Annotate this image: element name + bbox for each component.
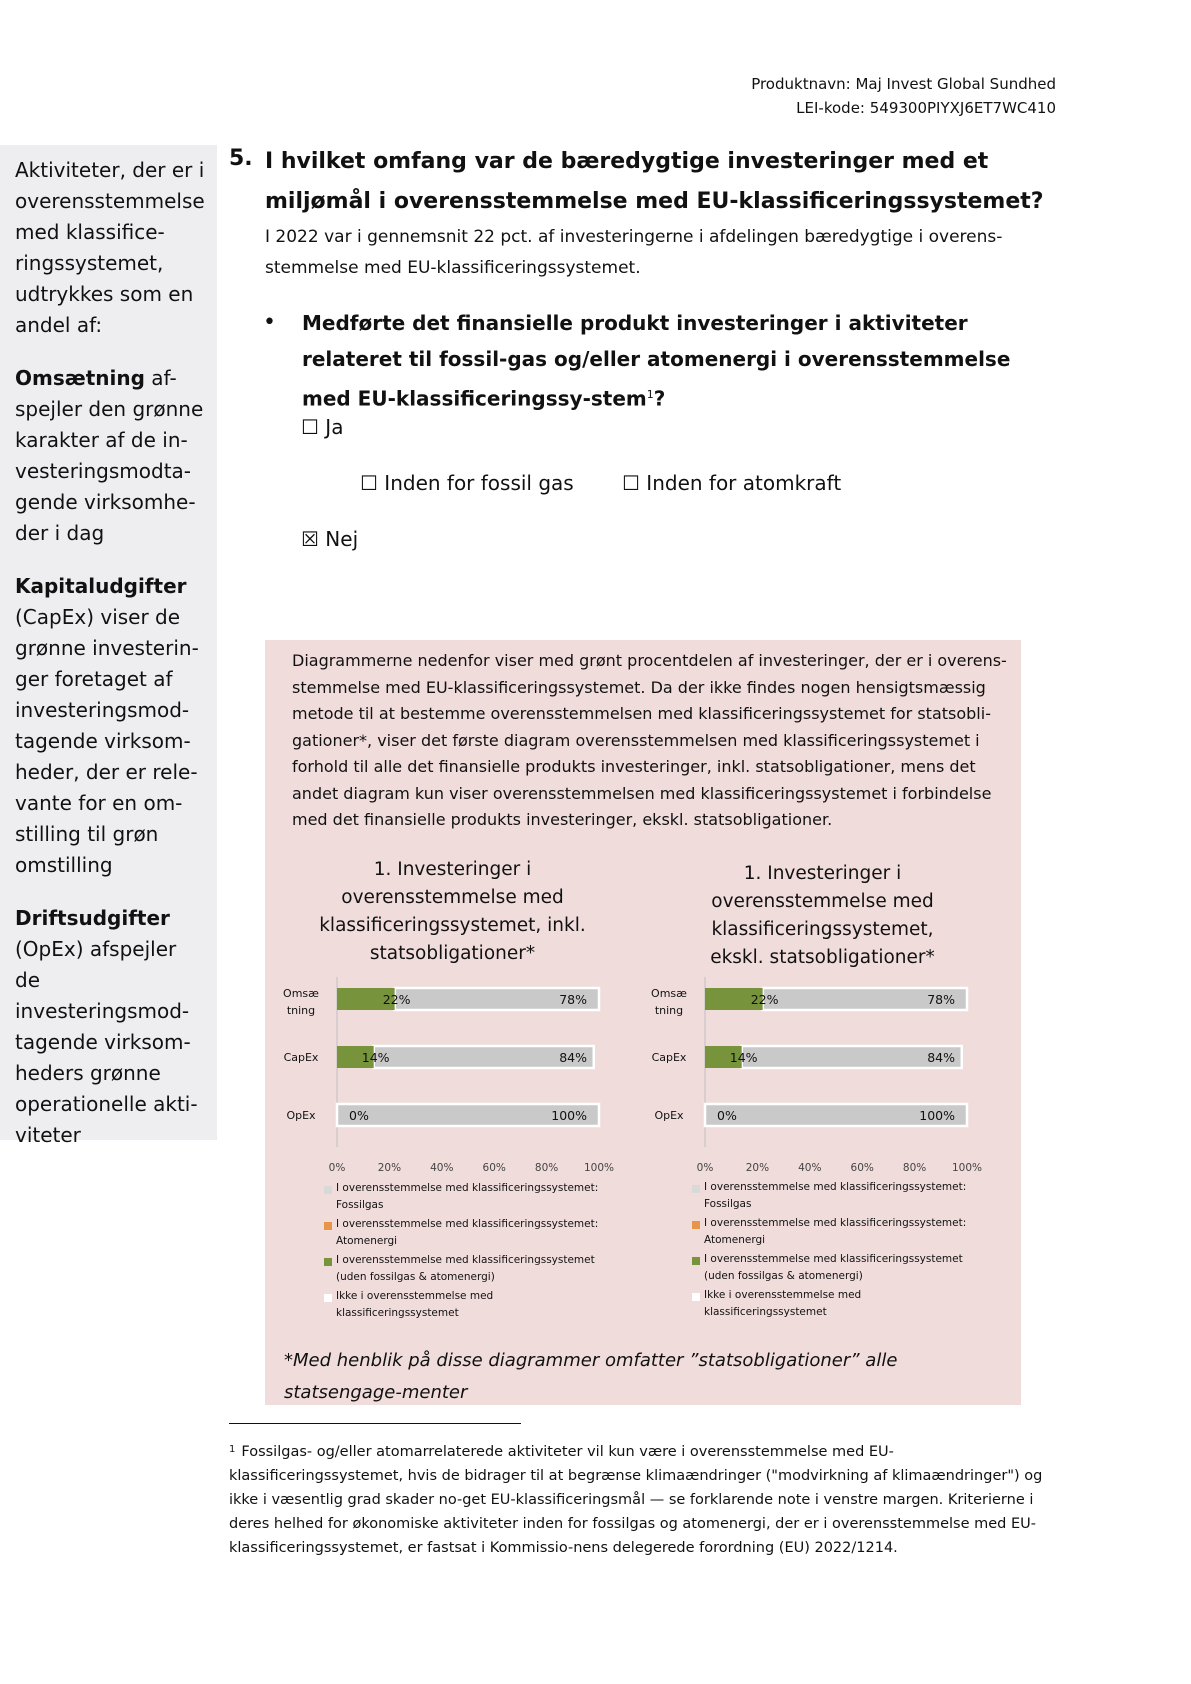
category-label: CapEx [283, 1051, 319, 1064]
option-fossil-gas-label: Inden for fossil gas [384, 471, 574, 495]
data-label-aligned: 14% [729, 1050, 758, 1065]
question-title: I hvilket omfang var de bæredygtige investeringer med et miljømål i overensstemmelse med EU-klassificeringssystemet? [265, 149, 1044, 214]
legend-swatch-fossilgas [324, 1186, 332, 1194]
chart-2-ekskl-statsobligationer [633, 975, 993, 1175]
data-label-aligned: 0% [349, 1108, 369, 1123]
footnote-ref: 1 [646, 388, 654, 401]
option-atomkraft[interactable] [622, 469, 841, 497]
x-tick-label: 20% [377, 1162, 402, 1174]
x-tick-label: 100% [583, 1162, 615, 1174]
x-tick-label: 0% [328, 1162, 346, 1174]
chart-1-legend [324, 1180, 624, 1324]
sidebar-capex [15, 571, 205, 881]
option-ja[interactable] [301, 413, 343, 441]
legend-atomenergi [692, 1215, 992, 1249]
sidebar-turnover [15, 363, 205, 549]
checkbox-atomkraft[interactable]: ☐ [622, 471, 640, 495]
legend-fossilgas [692, 1179, 992, 1213]
category-label: OpEx [286, 1109, 316, 1122]
legend-aligned [692, 1251, 992, 1285]
legend-line: I overensstemmelse med klassificeringssystemet: [336, 1182, 599, 1194]
chart-1-title: 1. Investeringer i overensstemmelse med klassificeringssystemet, inkl. statsobligationer* [319, 859, 586, 964]
legend-line: klassificeringssystemet [704, 1306, 827, 1318]
legend-not-aligned [324, 1288, 624, 1322]
data-label-not-aligned: 78% [559, 992, 587, 1007]
chart-2-legend [692, 1179, 992, 1323]
checkbox-ja[interactable]: ☐ [301, 415, 319, 439]
legend-line: I overensstemmelse med klassificeringssystemet: [336, 1218, 599, 1230]
category-label: OpEx [654, 1109, 684, 1122]
category-label: Omsæ tning [283, 987, 319, 1017]
sidebar-opex [15, 903, 205, 1151]
capex-term: Kapitaludgifter [15, 574, 187, 598]
option-ja-label: Ja [325, 415, 344, 439]
footnote-divider [229, 1423, 521, 1424]
data-label-not-aligned: 78% [927, 992, 955, 1007]
sidebar-glossary [0, 145, 217, 1147]
x-tick-label: 20% [745, 1162, 770, 1174]
legend-swatch-atomenergi [692, 1221, 700, 1229]
opex-term: Driftsudgifter [15, 906, 170, 930]
statsobligationer-note: *Med henblik på disse diagrammer omfatter ”statsobligationer” alle statsengage-menter [284, 1350, 898, 1403]
data-label-not-aligned: 100% [551, 1108, 587, 1123]
x-tick-label: 0% [696, 1162, 714, 1174]
legend-line: (uden fossilgas & atomenergi) [336, 1271, 495, 1283]
option-nej-label: Nej [325, 527, 359, 551]
legend-line: I overensstemmelse med klassificeringssystemet: [704, 1217, 967, 1229]
data-label-not-aligned: 100% [919, 1108, 955, 1123]
checkbox-nej[interactable]: ☒ [301, 527, 319, 551]
category-label: CapEx [651, 1051, 687, 1064]
data-label-not-aligned: 84% [559, 1050, 587, 1065]
footnote-number: 1 [229, 1444, 236, 1455]
legend-aligned [324, 1252, 624, 1286]
x-tick-label: 80% [902, 1162, 927, 1174]
data-label-aligned: 22% [382, 992, 411, 1007]
chart-1-inkl-statsobligationer [265, 975, 625, 1175]
footnote-text: Fossilgas- og/eller atomarrelaterede aktiviteter vil kun være i overensstemmelse med EU-klassificeringssystemet, hvis de bidrager til at begrænse klimaændringer ("modvirkning af klimaændringer") og ikke i væsentlig grad skader no-get EU-klassificeringsmål — se forklarende note i venstre margen. Kriterierne i deres helhed for økonomiske aktiviteter inden for fossilgas og atomenergi, der er i overensstemmelse med EU-klassificeringssystemet, er fastsat i Kommissio-nens delegerede forordning (EU) 2022/1214. [229, 1444, 1043, 1556]
legend-swatch-aligned [692, 1257, 700, 1265]
turnover-term: Omsætning [15, 366, 145, 390]
data-label-aligned: 14% [361, 1050, 390, 1065]
legend-line: Ikke i overensstemmelse med [336, 1290, 494, 1302]
capex-text: (CapEx) viser de grønne investerin-ger foretaget af investeringsmod-tagende virksom-heder, der er rele-vante for en om-stilling til grøn omstilling [15, 605, 199, 877]
legend-not-aligned [692, 1287, 992, 1321]
sidebar-intro: Aktiviteter, der er i overensstemmelse med klassifice-ringssystemet, udtrykkes som en andel af: [15, 158, 205, 337]
x-tick-label: 40% [430, 1162, 454, 1174]
legend-atomenergi [324, 1216, 624, 1250]
x-tick-label: 40% [798, 1162, 822, 1174]
x-tick-label: 60% [850, 1162, 874, 1174]
question-number: 5. [229, 146, 253, 171]
data-label-not-aligned: 84% [927, 1050, 955, 1065]
legend-line: Atomenergi [704, 1234, 766, 1246]
product-name: Produktnavn: Maj Invest Global Sundhed [751, 75, 1056, 93]
opex-text: (OpEx) afspejler de investeringsmod-tagende virksom-heders grønne operationelle akti-viteter [15, 937, 198, 1147]
option-fossil-gas[interactable] [360, 469, 574, 497]
legend-line: (uden fossilgas & atomenergi) [704, 1270, 863, 1282]
legend-line: klassificeringssystemet [336, 1307, 459, 1319]
turnover-text: af-spejler den grønne karakter af de in-vesteringsmodta-gende virksomhe-der i dag [15, 366, 204, 545]
lei-code: LEI-kode: 549300PIYXJ6ET7WC410 [796, 99, 1056, 117]
legend-swatch-not-aligned [324, 1294, 332, 1302]
footnote [229, 1440, 1059, 1560]
data-label-aligned: 0% [717, 1108, 737, 1123]
category-label: Omsæ tning [651, 987, 687, 1017]
legend-swatch-fossilgas [692, 1185, 700, 1193]
data-label-aligned: 22% [750, 992, 779, 1007]
bullet-question-text: Medførte det finansielle produkt investeringer i aktiviteter relateret til fossil-gas og/eller atomenergi i overensstemmelse med EU-klassificeringssy-stem [302, 311, 1011, 411]
legend-line: Fossilgas [336, 1199, 384, 1211]
x-tick-label: 80% [534, 1162, 559, 1174]
x-tick-label: 60% [482, 1162, 506, 1174]
legend-line: I overensstemmelse med klassificeringssystemet: [704, 1181, 967, 1193]
legend-fossilgas [324, 1180, 624, 1214]
page-header [751, 72, 1056, 120]
bullet-qmark: ? [653, 386, 666, 411]
legend-line: Ikke i overensstemmelse med [704, 1289, 862, 1301]
legend-swatch-aligned [324, 1258, 332, 1266]
chart-intro-text: Diagrammerne nedenfor viser med grønt procentdelen af investeringer, der er i overens-stemmelse med EU-klassificeringssystemet. Da der ikke findes nogen hensigtsmæssig metode til at bestemme overensstemmelsen med klassificeringssystemet for statsobli-gationer*, viser det første diagram overensstemmelsen med klassificeringssystemet i forhold til alle det finansielle produkts investeringer, inkl. statsobligationer, mens det andet diagram kun viser overensstemmelsen med klassificeringssystemet i forbindelse med det finansielle produkts investeringer, ekskl. statsobligationer. [292, 651, 1007, 829]
option-nej[interactable] [301, 525, 358, 553]
legend-swatch-atomenergi [324, 1222, 332, 1230]
x-tick-label: 100% [951, 1162, 983, 1174]
checkbox-fossil-gas[interactable]: ☐ [360, 471, 378, 495]
legend-line: Fossilgas [704, 1198, 752, 1210]
legend-line: I overensstemmelse med klassificeringssystemet [336, 1254, 595, 1266]
bullet-question [302, 305, 1062, 417]
chart-2-title: 1. Investeringer i overensstemmelse med klassificeringssystemet, ekskl. statsobligationer* [710, 863, 935, 968]
legend-line: I overensstemmelse med klassificeringssystemet [704, 1253, 963, 1265]
bullet-dot: • [263, 310, 276, 335]
question-answer: I 2022 var i gennemsnit 22 pct. af investeringerne i afdelingen bæredygtige i overens-stemmelse med EU-klassificeringssystemet. [265, 227, 1003, 278]
option-atomkraft-label: Inden for atomkraft [646, 471, 842, 495]
legend-line: Atomenergi [336, 1235, 398, 1247]
legend-swatch-not-aligned [692, 1293, 700, 1301]
